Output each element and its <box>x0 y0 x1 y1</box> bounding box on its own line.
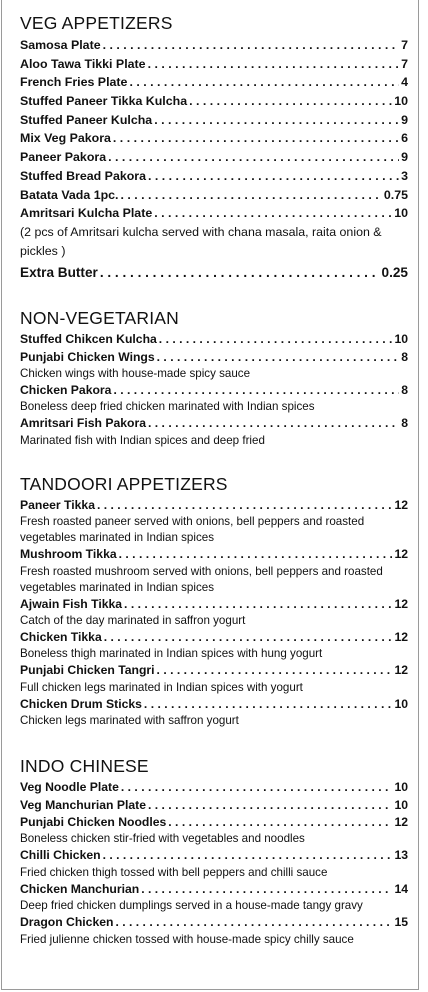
item-name: Stuffed Paneer Kulcha <box>20 112 153 127</box>
dot-leader <box>108 148 399 167</box>
item-price: 8 <box>401 416 408 431</box>
item-name: Batata Vada 1pc. <box>20 187 119 202</box>
item-price: 12 <box>394 663 408 678</box>
item-price: 8 <box>401 383 408 398</box>
dot-leader <box>148 55 400 74</box>
item-price: 3 <box>401 168 408 183</box>
item-name: Mushroom Tikka <box>20 547 117 562</box>
dot-leader <box>100 262 380 284</box>
menu-item <box>20 629 408 646</box>
item-description: Fried chicken thigh tossed with bell peppers and chilli sauce <box>20 865 328 879</box>
dot-leader <box>103 847 393 864</box>
item-description: Chicken wings with house-made spicy sauce <box>20 367 251 381</box>
item-price: 10 <box>394 94 408 109</box>
item-price: 10 <box>394 206 408 221</box>
menu-item <box>20 797 408 814</box>
menu-item <box>20 73 408 92</box>
dot-leader <box>144 696 393 713</box>
item-price: 0.25 <box>381 265 408 281</box>
dot-leader <box>115 914 392 931</box>
item-price: 14 <box>394 881 408 896</box>
menu-item <box>20 55 408 74</box>
dot-leader <box>120 186 381 205</box>
section-tandoori-appetizers <box>20 473 408 729</box>
menu-item <box>20 148 408 167</box>
section-non-vegetarian <box>20 307 408 449</box>
item-description: Boneless thigh marinated in Indian spices with hung yogurt <box>20 647 323 661</box>
dot-leader <box>148 415 399 432</box>
dot-leader <box>121 779 393 796</box>
section-title: INDO CHINESE <box>20 756 149 777</box>
item-name: Chicken Drum Sticks <box>20 696 142 711</box>
dot-leader <box>159 331 393 348</box>
item-description: Boneless chicken stir-fried with vegetables and noodles <box>20 832 305 846</box>
menu-item <box>20 847 408 864</box>
item-price: 10 <box>394 797 408 812</box>
dot-leader <box>157 662 393 679</box>
item-price: 10 <box>394 696 408 711</box>
item-description: Fresh roasted mushroom served with onions, bell peppers and roasted vegetables marinated in Indian spices <box>20 564 383 594</box>
item-name: Stuffed Chikcen Kulcha <box>20 332 157 347</box>
dot-leader <box>157 349 400 366</box>
section-veg-appetizers <box>20 12 408 284</box>
item-price: 15 <box>394 915 408 930</box>
item-name: Extra Butter <box>20 265 98 281</box>
menu-item <box>20 36 408 55</box>
item-price: 6 <box>401 131 408 146</box>
dot-leader <box>154 204 392 223</box>
menu-item <box>20 497 408 514</box>
item-price: 4 <box>401 75 408 90</box>
item-price: 7 <box>401 56 408 71</box>
dot-leader <box>119 546 393 563</box>
item-description: Chicken legs marinated with saffron yogurt <box>20 714 239 728</box>
item-name: Paneer Pakora <box>20 150 107 165</box>
item-price: 10 <box>394 332 408 347</box>
dot-leader <box>124 596 392 613</box>
menu-item <box>20 546 408 563</box>
section-title: VEG APPETIZERS <box>20 13 173 33</box>
item-name: Stuffed Paneer Tikka Kulcha <box>20 94 188 109</box>
menu-item <box>20 186 408 205</box>
item-name: Dragon Chicken <box>20 915 114 930</box>
item-description: Boneless deep fried chicken marinated with Indian spices <box>20 400 315 414</box>
item-description: Full chicken legs marinated in Indian spices with yogurt <box>20 680 303 694</box>
item-price: 12 <box>394 814 408 829</box>
dot-leader <box>141 881 392 898</box>
item-name: Paneer Tikka <box>20 497 95 512</box>
item-name: Chicken Tikka <box>20 630 102 645</box>
item-price: 12 <box>394 596 408 611</box>
item-name: Chilli Chicken <box>20 848 101 863</box>
dot-leader <box>189 92 392 111</box>
menu-item <box>20 331 408 348</box>
menu-item <box>20 111 408 130</box>
item-description: Catch of the day marinated in saffron yogurt <box>20 614 246 628</box>
section-indo-chinese <box>20 755 408 947</box>
item-price: 12 <box>394 547 408 562</box>
item-name: Amritsari Fish Pakora <box>20 416 146 431</box>
dot-leader <box>168 814 392 831</box>
item-name: Veg Manchurian Plate <box>20 797 146 812</box>
menu-item <box>20 415 408 432</box>
menu-item <box>20 92 408 111</box>
menu-item <box>20 696 408 713</box>
item-name: Veg Noodle Plate <box>20 780 119 795</box>
dot-leader <box>104 629 393 646</box>
menu-content <box>20 12 408 966</box>
dot-leader <box>113 129 399 148</box>
dot-leader <box>148 167 399 186</box>
menu-item <box>20 914 408 931</box>
item-price: 0.75 <box>383 187 408 202</box>
item-name: Chicken Manchurian <box>20 881 140 896</box>
menu-item <box>20 129 408 148</box>
item-name: Chicken Pakora <box>20 383 112 398</box>
menu-item <box>20 349 408 366</box>
item-name: Samosa Plate <box>20 38 101 52</box>
item-description: Deep fried chicken dumplings served in a house-made tangy gravy <box>20 899 363 913</box>
item-name: Mix Veg Pakora <box>20 131 111 146</box>
dot-leader <box>129 73 399 92</box>
item-name: Amritsari Kulcha Plate <box>20 206 153 221</box>
menu-item <box>20 662 408 679</box>
item-note: (2 pcs of Amritsari kulcha served with chana masala, raita onion & pickles ) <box>20 224 382 258</box>
item-price: 12 <box>394 497 408 512</box>
item-name: Aloo Tawa Tikki Plate <box>20 56 146 71</box>
dot-leader <box>154 111 399 130</box>
menu-item <box>20 814 408 831</box>
dot-leader <box>103 36 400 55</box>
section-title: NON-VEGETARIAN <box>20 308 180 329</box>
item-name: Stuffed Bread Pakora <box>20 168 147 183</box>
menu-item <box>20 779 408 796</box>
item-description: Fresh roasted paneer served with onions, bell peppers and roasted vegetables marinated in Indian spices <box>20 515 365 545</box>
menu-item <box>20 167 408 186</box>
item-description: Fried julienne chicken tossed with house-made spicy chilly sauce <box>20 932 354 946</box>
dot-leader <box>113 382 399 399</box>
item-price: 8 <box>401 349 408 364</box>
item-name: French Fries Plate <box>20 75 128 90</box>
item-name: Ajwain Fish Tikka <box>20 596 123 611</box>
menu-item <box>20 382 408 399</box>
item-price: 10 <box>394 780 408 795</box>
item-price: 9 <box>401 112 408 127</box>
menu-item-extra <box>20 262 408 284</box>
menu-item <box>20 596 408 613</box>
menu-item <box>20 881 408 898</box>
item-description: Marinated fish with Indian spices and deep fried <box>20 433 265 447</box>
item-name: Punjabi Chicken Noodles <box>20 814 167 829</box>
item-name: Punjabi Chicken Tangri <box>20 663 155 678</box>
item-price: 13 <box>394 848 408 863</box>
dot-leader <box>148 797 392 814</box>
section-title: TANDOORI APPETIZERS <box>20 473 228 494</box>
item-name: Punjabi Chicken Wings <box>20 349 155 364</box>
item-price: 12 <box>394 630 408 645</box>
menu-item <box>20 204 408 223</box>
item-price: 9 <box>401 150 408 165</box>
item-price: 7 <box>401 38 408 52</box>
dot-leader <box>97 497 392 514</box>
